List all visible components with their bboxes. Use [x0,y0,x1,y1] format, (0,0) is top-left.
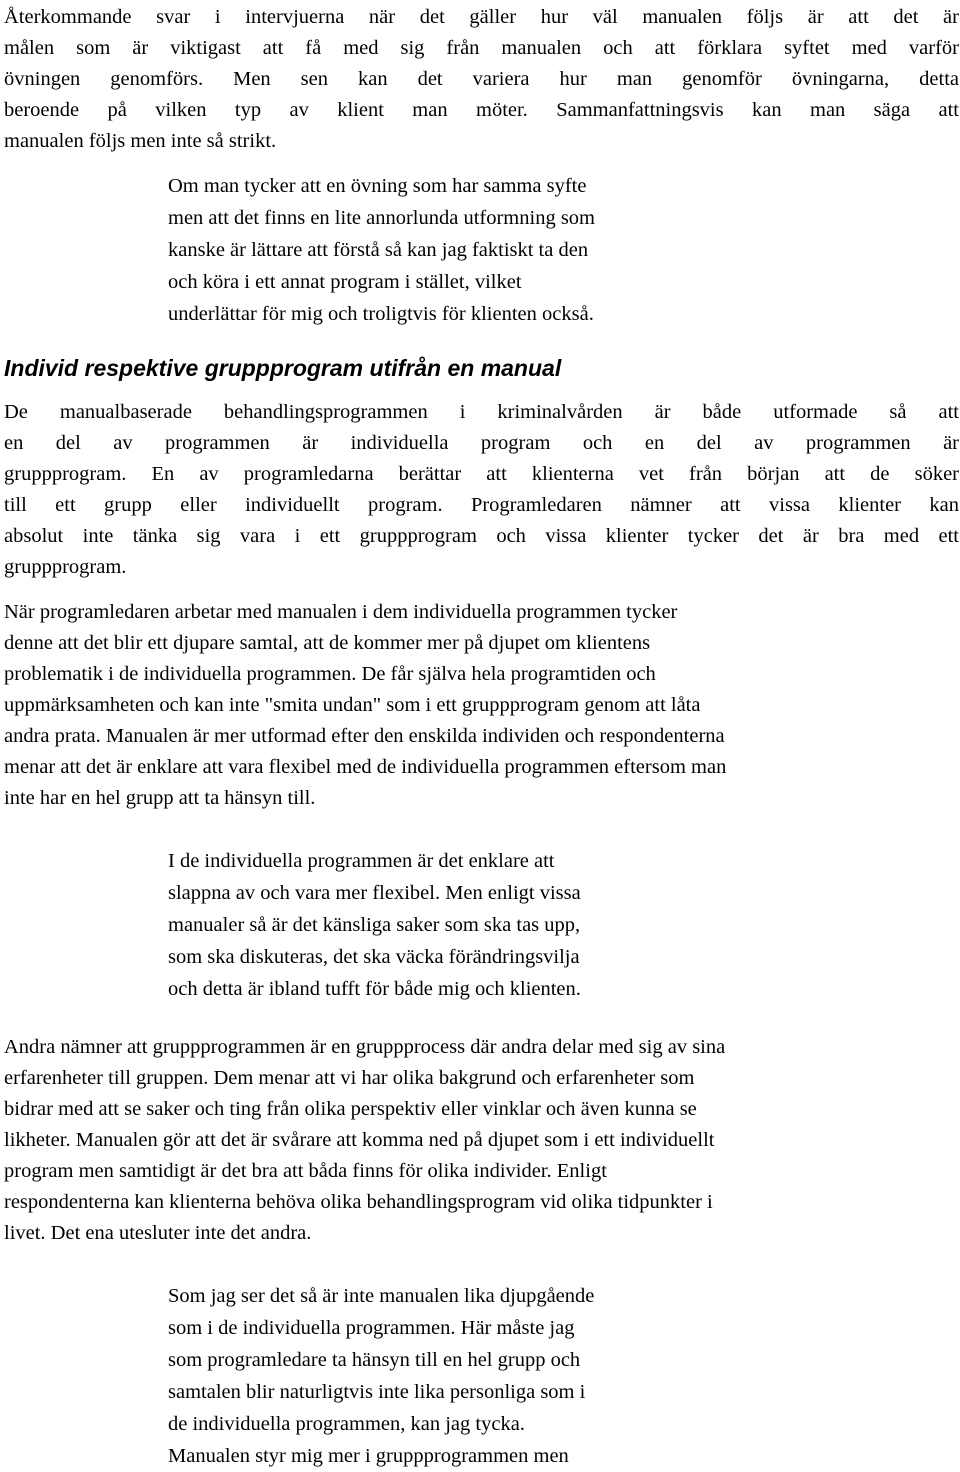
paragraph-intro [4,2,959,157]
quote-line: underlättar för mig och troligtvis för klienten också. [168,303,594,325]
paragraph-line: bidrar med att se saker och ting från olika perspektiv eller vinklar och även kunna se [4,1098,697,1120]
paragraph-line: målen som är viktigast att få med sig från manualen och att förklara syftet med varför [4,37,959,59]
paragraph-line: När programledaren arbetar med manualen i dem individuella programmen tycker [4,601,678,623]
paragraph-line: en del av programmen är individuella program och en del av programmen är [4,432,959,454]
paragraph-line: övningen genomförs. Men sen kan det variera hur man genomför övningarna, detta [4,68,959,90]
paragraph-line: denne att det blir ett djupare samtal, att de kommer mer på djupet om klientens [4,632,651,654]
paragraph-line: inte har en hel grupp att ta hänsyn till. [4,787,316,809]
quote-line: kanske är lättare att förstå så kan jag faktiskt ta den [168,239,589,261]
paragraph-line: erfarenheter till gruppen. Dem menar att vi har olika bakgrund och erfarenheter som [4,1067,695,1089]
interview-quote-3 [168,1280,748,1472]
paragraph-programs [4,397,959,583]
paragraph-individual [4,597,959,814]
quote-line: och köra i ett annat program i stället, vilket [168,271,522,293]
quote-line: och detta är ibland tufft för både mig och klienten. [168,978,581,1000]
paragraph-line: Andra nämner att gruppprogrammen är en gruppprocess där andra delar med sig av sina [4,1036,726,1058]
paragraph-line: till ett grupp eller individuellt program. Programledaren nämner att vissa klienter kan [4,494,959,516]
paragraph-line: manualen följs men inte så strikt. [4,130,277,152]
paragraph-line: Återkommande svar i intervjuerna när det gäller hur väl manualen följs är att det är [4,6,959,28]
paragraph-line: gruppprogram. En av programledarna berättar att klienterna vet från början att de söker [4,463,959,485]
quote-line: som i de individuella programmen. Här måste jag [168,1317,575,1339]
paragraph-group [4,1032,959,1249]
paragraph-line: respondenterna kan klienterna behöva olika behandlingsprogram vid olika tidpunkter i [4,1191,713,1213]
paragraph-line: andra prata. Manualen är mer utformad efter den enskilda individen och respondenterna [4,725,725,747]
paragraph-line: uppmärksamheten och kan inte "smita undan" som i ett gruppprogram genom att låta [4,694,701,716]
paragraph-line: absolut inte tänka sig vara i ett gruppprogram och vissa klienter tycker det är bra med ett [4,525,959,547]
quote-line: som ska diskuteras, det ska väcka förändringsvilja [168,946,580,968]
paragraph-line: gruppprogram. [4,556,127,578]
quote-line: samtalen blir naturligtvis inte lika personliga som i [168,1381,586,1403]
paragraph-line: livet. Det ena utesluter inte det andra. [4,1222,312,1244]
interview-quote-2 [168,845,728,1005]
quote-line: de individuella programmen, kan jag tycka. [168,1413,525,1435]
quote-line: I de individuella programmen är det enklare att [168,850,555,872]
quote-line: slappna av och vara mer flexibel. Men enligt vissa [168,882,581,904]
paragraph-line: menar att det är enklare att vara flexibel med de individuella programmen eftersom man [4,756,727,778]
quote-line: men att det finns en lite annorlunda utformning som [168,207,595,229]
quote-line: Om man tycker att en övning som har samma syfte [168,175,587,197]
quote-line: som programledare ta hänsyn till en hel grupp och [168,1349,581,1371]
section-heading: Individ respektive gruppprogram utifrån en manual [4,355,562,381]
paragraph-line: De manualbaserade behandlingsprogrammen i kriminalvården är både utformade så att [4,401,959,423]
interview-quote-1 [168,170,742,330]
paragraph-line: problematik i de individuella programmen. De får själva hela programtiden och [4,663,656,685]
quote-line: Som jag ser det så är inte manualen lika djupgående [168,1285,595,1307]
quote-line: Manualen styr mig mer i gruppprogrammen men [168,1445,569,1467]
paragraph-line: beroende på vilken typ av klient man möter. Sammanfattningsvis kan man säga att [4,99,959,121]
quote-line: manualer så är det känsliga saker som ska tas upp, [168,914,581,936]
paragraph-line: likheter. Manualen gör att det är svårare att komma ned på djupet som i ett individuellt [4,1129,715,1151]
paragraph-line: program men samtidigt är det bra att båda finns för olika individer. Enligt [4,1160,607,1182]
